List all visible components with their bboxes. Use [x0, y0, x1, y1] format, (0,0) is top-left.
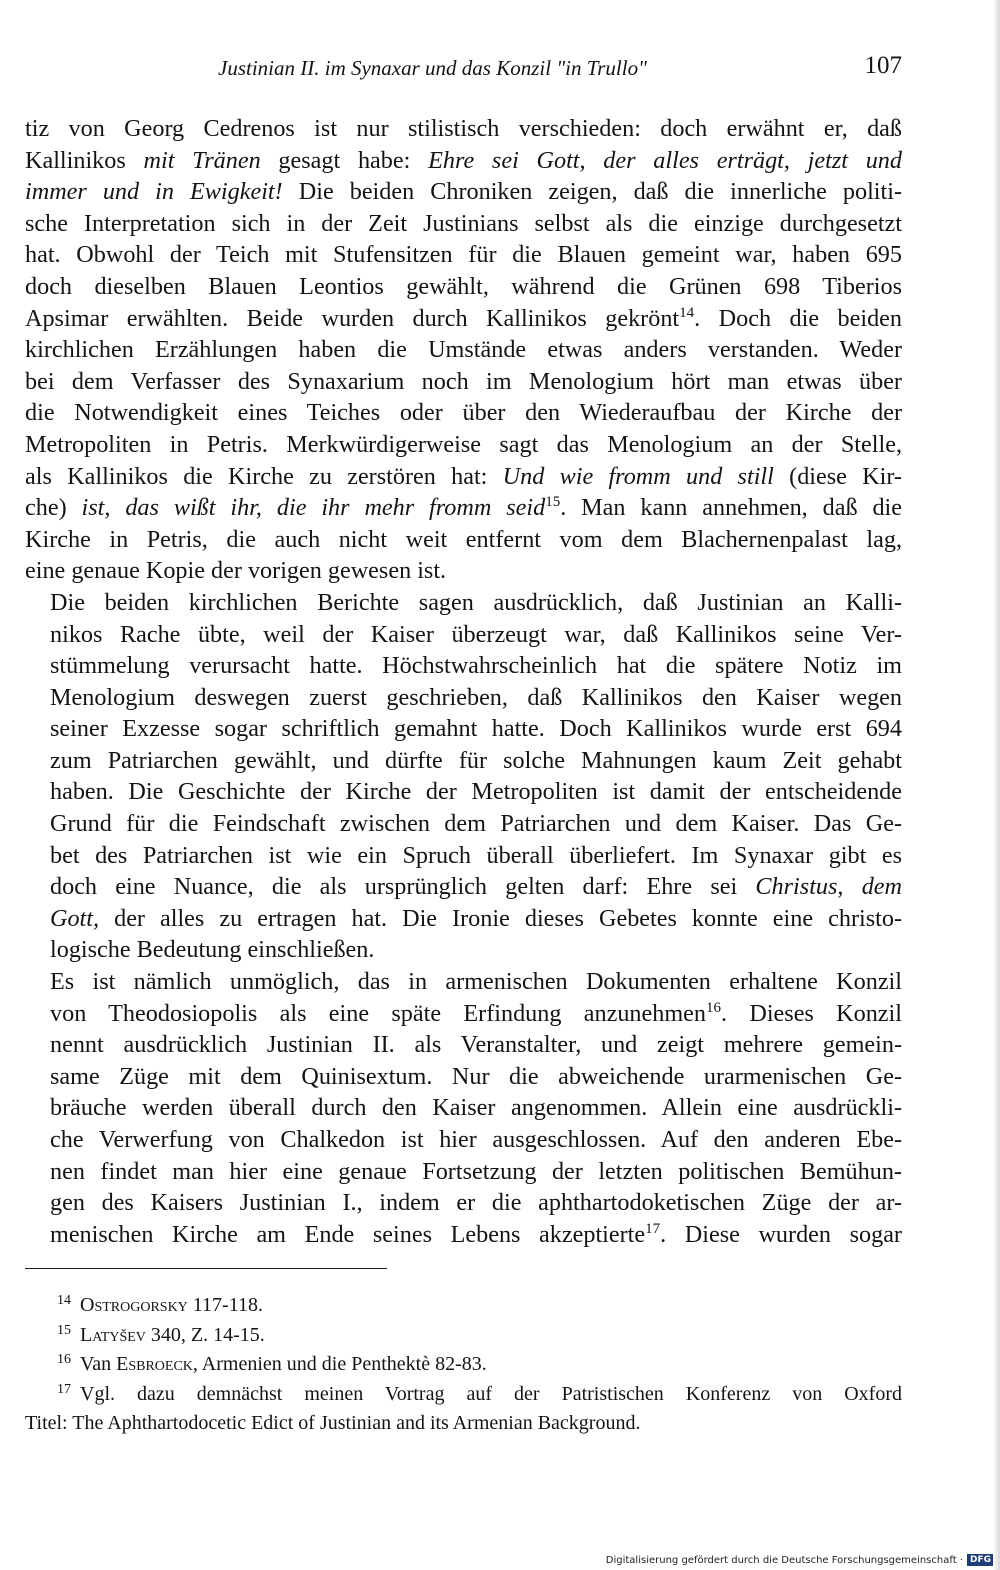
footnote-15: $^{15}$ Latyšev 340, Z. 14-15. — [57, 1322, 265, 1346]
text-line: logische Bedeutung einschließen. — [50, 936, 375, 964]
text-line: Es ist nämlich unmöglich, das in armenischen Dokumenten erhaltene Konzil — [50, 968, 902, 996]
text-line: zum Patriarchen gewählt, und dürfte für solche Mahnungen kaum Zeit gehabt — [50, 746, 902, 774]
text-line: die Notwendigkeit eines Teiches oder über den Wiederaufbau der Kirche der — [25, 399, 902, 427]
text-line: bei dem Verfasser des Synaxarium noch im Menologium hört man etwas über — [25, 367, 902, 395]
footnote-17: $^{17}$ Vgl. dazu demnächst meinen Vortrag auf der Patristischen Konferenz von Oxford — [57, 1381, 902, 1405]
text-line: immer und in Ewigkeit! Die beiden Chroniken zeigen, daß die innerliche politi- — [25, 178, 903, 206]
text-line: sche Interpretation sich in der Zeit Justinians selbst als die einzige durchgesetzt — [25, 209, 902, 237]
text-line: bet des Patriarchen ist wie ein Spruch überall überliefert. Im Synaxar gibt es — [50, 841, 902, 869]
page-edge-shadow — [993, 0, 1000, 1570]
page-number: 107 — [864, 52, 902, 79]
running-title: Justinian II. im Synaxar und das Konzil "in Trullo" — [218, 56, 647, 80]
text-line: nen findet man hier eine genaue Fortsetzung der letzten politischen Bemühun- — [50, 1157, 902, 1185]
text-line: Apsimar erwählten. Beide wurden durch Kallinikos gekrönt$^{14}$. Doch die beiden — [25, 304, 902, 332]
dfg-logo-icon: DFG — [967, 1554, 994, 1566]
text-line: Kirche in Petris, die auch nicht weit entfernt vom dem Blachernenpalast lag, — [25, 525, 902, 553]
text-line: same Züge mit dem Quinisextum. Nur die abweichende urarmenischen Ge- — [50, 1062, 902, 1090]
credit-text: Digitalisierung gefördert durch die Deutsche Forschungsgemeinschaft · — [605, 1554, 963, 1566]
main-text — [25, 113, 902, 1250]
text-line: als Kallinikos die Kirche zu zerstören hat: Und wie fromm und still (diese Kir- — [25, 462, 902, 490]
footnote-ref-16[interactable]: 16 — [706, 999, 721, 1016]
text-line: gen des Kaisers Justinian I., indem er die aphthartodoketischen Züge der ar- — [50, 1189, 902, 1217]
footnote-17-continued: Titel: The Aphthartodocetic Edict of Justinian and its Armenian Background. — [25, 1412, 641, 1435]
paragraph-3 — [25, 966, 902, 1250]
footnote-ref-15[interactable]: 15 — [545, 494, 561, 511]
text-line: hat. Obwohl der Teich mit Stufensitzen für die Blauen gemeint war, haben 695 — [25, 241, 902, 269]
text-line: tiz von Georg Cedrenos ist nur stilistisch verschieden: doch erwähnt er, daß — [25, 115, 902, 142]
text-line: seiner Exzesse sogar schriftlich gemahnt hatte. Doch Kallinikos wurde erst 694 — [50, 715, 902, 743]
text-line: che) ist, das wißt ihr, die ihr mehr fromm seid$^{15}$. Man kann annehmen, daß die — [25, 494, 902, 522]
text-line: menischen Kirche am Ende seines Lebens akzeptierte$^{17}$. Diese wurden sogar — [50, 1220, 902, 1248]
text-line: Die beiden kirchlichen Berichte sagen ausdrücklich, daß Justinian an Kalli- — [50, 588, 902, 616]
text-line: doch dieselben Blauen Leontios gewählt, während die Grünen 698 Tiberios — [25, 272, 902, 300]
text-line: kirchlichen Erzählungen haben die Umstände etwas anders verstanden. Weder — [25, 336, 902, 364]
footnote-14: $^{14}$ Ostrogorsky 117-118. — [57, 1293, 263, 1316]
text-line: bräuche werden überall durch den Kaiser angenommen. Allein eine ausdrückli- — [50, 1094, 902, 1122]
footnote-16: $^{16}$ Van Esbroeck, Armenien und die Penthektè 82-83. — [57, 1352, 487, 1376]
text-line: Gott, der alles zu ertragen hat. Die Ironie dieses Gebetes konnte eine christo- — [50, 904, 902, 932]
text-line: haben. Die Geschichte der Kirche der Metropoliten ist damit der entscheidende — [50, 778, 902, 806]
text-line: von Theodosiopolis als eine späte Erfindung anzunehmen$^{16}$. Dieses Konzil — [50, 999, 902, 1027]
footnotes — [25, 1291, 902, 1439]
text-line: nikos Rache übte, weil der Kaiser überzeugt war, daß Kallinikos seine Ver- — [50, 620, 902, 648]
text-line: stümmelung verursacht hatte. Höchstwahrscheinlich hat die spätere Notiz im — [50, 652, 902, 680]
text-line: doch eine Nuance, die als ursprünglich gelten darf: Ehre sei Christus, dem — [50, 873, 902, 901]
footnote-ref-17[interactable]: 17 — [645, 1220, 661, 1237]
text-line: Grund für die Feindschaft zwischen dem Patriarchen und dem Kaiser. Das Ge- — [50, 810, 902, 838]
paragraph-1 — [25, 113, 902, 587]
digitization-credit — [606, 1554, 994, 1566]
footnote-ref-14[interactable]: 14 — [679, 304, 695, 321]
paragraph-2 — [25, 587, 902, 966]
running-head — [25, 52, 902, 92]
text-line: che Verwerfung von Chalkedon ist hier ausgeschlossen. Auf den anderen Ebe- — [50, 1126, 902, 1153]
text-line: Menologium deswegen zuerst geschrieben, daß Kallinikos den Kaiser wegen — [50, 683, 902, 711]
text-line: Metropoliten in Petris. Merkwürdigerweise sagt das Menologium an der Stelle, — [25, 430, 902, 458]
text-line: eine genaue Kopie der vorigen gewesen ist. — [25, 557, 447, 585]
text-line: nennt ausdrücklich Justinian II. als Veranstalter, und zeigt mehrere gemein- — [50, 1031, 902, 1059]
footnote-divider — [25, 1268, 387, 1269]
text-line: Kallinikos mit Tränen gesagt habe: Ehre sei Gott, der alles erträgt, jetzt und — [25, 146, 902, 174]
